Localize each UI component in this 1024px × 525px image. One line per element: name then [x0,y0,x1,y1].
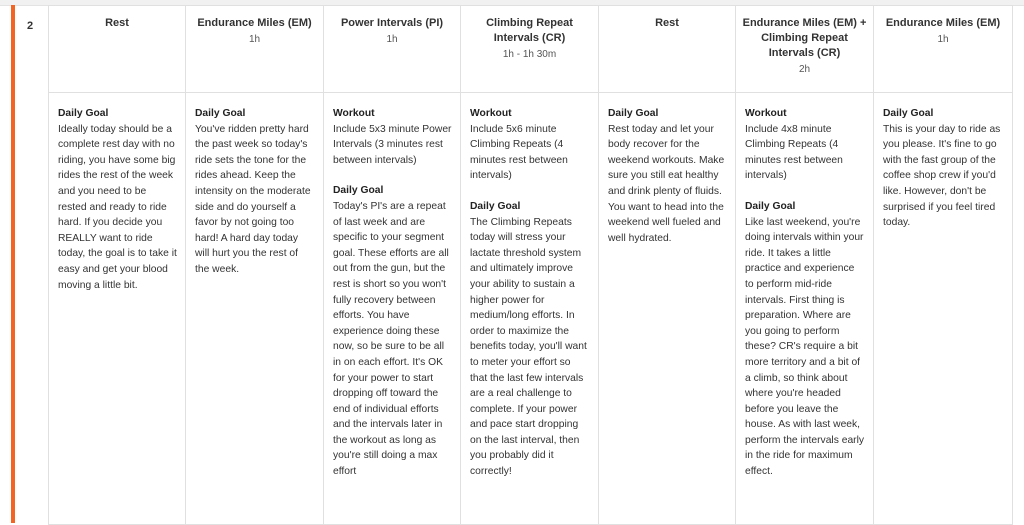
section-text: You've ridden pretty hard the past week so today's ride sets the tone for the rides ahead. Keep the intensity on the moderate side and do yourself a favor by not going too hard! A hard day today will hurt you the rest of the week. [195,123,311,275]
section-text: Today's PI's are a repeat of last week and are specific to your segment goal. These efforts are all out from the gun, but the rest is short so you won't fully recovery between efforts. You have experience doing these now, so be sure to be all in on each effort. It's OK for your power to start dropping off toward the end of individual efforts and the intervals later in the workout as long as you're still doing a max effort [333,200,449,478]
daily-goal-section [333,183,452,479]
day-duration: 1h [937,34,949,45]
day-title: Endurance Miles (EM) [197,17,312,29]
day-header-7[interactable] [874,6,1013,93]
section-text: Ideally today should be a complete rest day with no riding, you have some big rides the rest of the week and you need to be rested and ready to ride hard. If you decide you REALLY want to ride today, the goal is to take it easy and get your blood moving a little bit. [58,123,177,291]
workout-section [745,106,865,184]
day-title: Endurance Miles (EM) [885,17,1001,29]
day-header-1[interactable] [49,6,186,93]
section-heading: Daily Goal [195,108,246,119]
week-accent-bar [11,5,15,523]
day-detail-7 [874,93,1013,525]
day-duration: 1h [248,34,261,45]
section-heading: Daily Goal [608,108,659,119]
workout-section [470,106,590,184]
day-duration: 1h [386,34,398,45]
day-detail-3 [324,93,461,525]
daily-goal-section [608,106,727,246]
section-heading: Daily Goal [333,185,384,197]
daily-goal-section [195,106,315,278]
section-heading: Daily Goal [58,108,109,119]
section-text: Include 4x8 minute Climbing Repeats (4 minutes rest between intervals) [745,123,843,182]
day-detail-2 [186,93,324,525]
day-detail-row [49,93,1013,525]
day-header-row [49,6,1013,93]
daily-goal-section [58,106,177,293]
section-heading: Workout [333,108,375,119]
section-text: Include 5x3 minute Power Intervals (3 minutes rest between intervals) [333,123,452,166]
training-week-grid [48,5,1013,525]
day-detail-4 [461,93,599,525]
section-heading: Daily Goal [745,200,796,212]
day-detail-6 [736,93,874,525]
day-header-5[interactable] [599,6,736,93]
day-duration: 1h - 1h 30m [502,49,557,60]
section-text: Include 5x6 minute Climbing Repeats (4 minutes rest between intervals) [470,123,568,182]
section-text: Rest today and let your body recover for the weekend workouts. Make sure you still eat healthy and drink plenty of fluids. You want to head into the weekend well fueled and well hydrated. [608,123,725,244]
day-detail-1 [49,93,186,525]
day-header-2[interactable] [186,6,324,93]
daily-goal-section [470,199,590,480]
day-detail-5 [599,93,736,525]
daily-goal-section [745,199,865,480]
section-heading: Workout [470,108,512,119]
day-title: Rest [655,17,679,29]
day-title: Endurance Miles (EM) + Climbing Repeat Intervals (CR) [742,17,867,59]
day-title: Climbing Repeat Intervals (CR) [486,17,573,44]
day-title: Power Intervals (PI) [340,17,444,29]
day-title: Rest [105,17,129,29]
workout-section [333,106,452,168]
day-header-3[interactable] [324,6,461,93]
day-header-4[interactable] [461,6,599,93]
section-text: The Climbing Repeats today will stress your lactate threshold system and ultimately improve your ability to sustain a higher power for medium/long efforts. In order to maximize the benefits today, you'll want to meter your effort so that the last few intervals are a real challenge to complete. If your power and pace start dropping on the last interval, then you probably did it correctly! [470,216,587,478]
section-heading: Daily Goal [470,200,521,212]
week-number: 2 [27,20,34,32]
day-duration: 2h [798,64,811,75]
daily-goal-section [883,106,1004,231]
section-text: This is your day to ride as you please. It's fine to go with the fast group of the coffee shop crew if you'd like. However, don't be surprised if you feel tired today. [883,123,1001,229]
day-header-6[interactable] [736,6,874,93]
section-heading: Daily Goal [883,108,934,119]
section-text: Like last weekend, you're doing intervals within your ride. It takes a little practice and experience to perform mid-ride intervals. First thing is preparation. Where are you going to perform these? CR's require a bit more territory and a bit of a climb, so think about where you're headed before you leave the house. As with last week, perform the intervals early in the ride for maximum effect. [745,216,865,478]
section-heading: Workout [745,108,787,119]
